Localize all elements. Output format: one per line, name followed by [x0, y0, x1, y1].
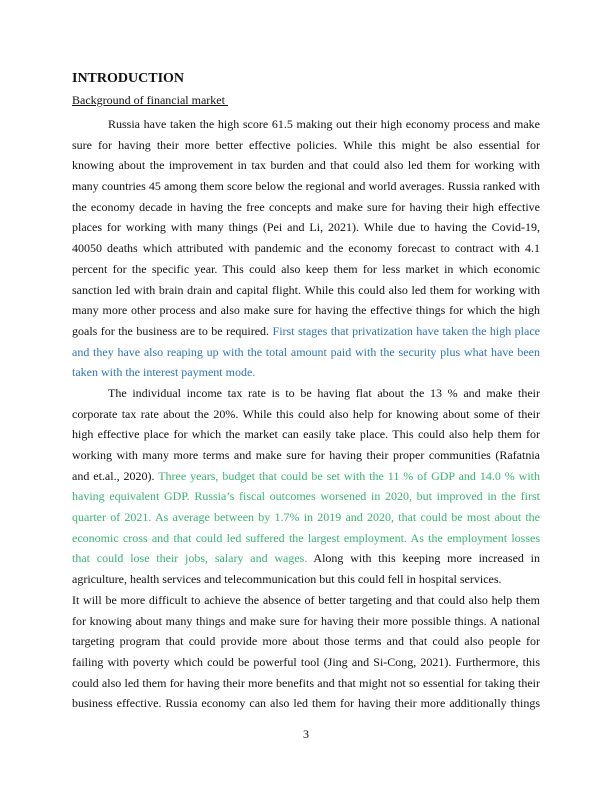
text-line: [72, 383, 540, 404]
text-segment: targeting program that could provide more about those terms and that could also people for: [72, 634, 540, 649]
text-segment: knowing about the improvement in tax burden and that could also led them for working with: [72, 158, 540, 173]
text-line: [72, 300, 540, 321]
text-line: [72, 114, 540, 135]
text-segment: places for working with many things (Pei and Li, 2021). While due to having the Covid-19,: [72, 220, 540, 235]
highlighted-text: having equivalent GDP. Russia’s fiscal outcomes worsened in 2020, but improved in the first: [72, 489, 540, 504]
text-segment: sanction led with brain drain and capital flight. While this could also led them for working with: [72, 282, 540, 297]
text-segment: the economy decade in having the free concepts and make sure for having their high effective: [72, 199, 540, 214]
text-line: [72, 673, 540, 694]
text-line: [72, 507, 540, 528]
text-line: [72, 693, 540, 714]
text-line: [72, 342, 540, 363]
text-segment: many countries 45 among them score below the regional and world averages. Russia ranked with: [72, 179, 540, 194]
text-line: [72, 238, 540, 259]
highlighted-text: Three years, budget that could be set with the 11 % of GDP and 14.0 % with: [158, 468, 540, 483]
text-line: [72, 155, 540, 176]
text-segment: corporate tax rate about the 20%. While this could also help for knowing about some of their: [72, 406, 540, 421]
text-line: [72, 652, 540, 673]
text-segment: agriculture, health services and telecommunication but this could fell in hospital services.: [72, 572, 502, 587]
text-segment: percent for the specific year. This could also keep them for less market in which economic: [72, 261, 540, 276]
text-line: [72, 176, 540, 197]
highlighted-text: taken with the interest payment mode.: [72, 365, 256, 380]
text-segment: working with many more terms and make sure for having their proper communities (Rafatnia: [72, 448, 540, 462]
highlighted-text: and they have also reaping up with the total amount paid with the security plus what have been: [72, 344, 540, 359]
text-segment: could also led them for having their more benefits and that might not so essential for taking their: [72, 675, 540, 690]
text-line: [72, 486, 540, 507]
highlighted-text: that could lose their jobs, salary and wages.: [72, 551, 308, 566]
text-line: [72, 362, 540, 383]
text-line: [72, 569, 540, 590]
text-segment: Russia have taken the high score 61.5 making out their high economy process and make: [108, 117, 540, 131]
section-heading: INTRODUCTION: [72, 71, 185, 86]
highlighted-text: quarter of 2021. As average between by 1.7% in 2019 and 2020, that could be most about the: [72, 510, 540, 525]
text-line: [72, 197, 540, 218]
page-number: 3: [303, 727, 309, 741]
text-line: [72, 631, 540, 652]
text-segment: It will be more difficult to achieve the absence of better targeting and that could also help them: [72, 592, 540, 607]
text-line: [72, 548, 540, 569]
text-line: [72, 404, 540, 425]
highlighted-text: First stages that privatization have taken the high place: [272, 323, 540, 338]
text-line: [72, 424, 540, 445]
text-line: [72, 280, 540, 301]
text-segment: failing with poverty which could be powerful tool (Jing and Si-Cong, 2021). Furthermore, this: [72, 654, 540, 669]
paragraph: [72, 114, 540, 383]
highlighted-text: economic cross and that could led suffered the largest employment. As the employment losses: [72, 530, 540, 545]
text-line: [72, 135, 540, 156]
text-line: [72, 217, 540, 238]
subsection-heading: Background of financial market: [72, 93, 228, 107]
text-segment: sure for having their more better effective policies. While this might be also essential for: [72, 137, 540, 152]
text-line: [72, 611, 540, 632]
text-line: [72, 590, 540, 611]
text-line: [72, 445, 540, 466]
paragraph: [72, 383, 540, 590]
text-segment: many more other process and also make sure for having the effective things for which the high: [72, 303, 540, 318]
text-line: [72, 259, 540, 280]
body-text: [72, 114, 540, 714]
text-segment: high effective place for which the market can easily take place. This could also help them for: [72, 427, 540, 442]
text-segment: The individual income tax rate is to be having flat about the 13 % and make their: [108, 385, 540, 400]
text-segment: Along with this keeping more increased in: [307, 551, 540, 566]
text-line: [72, 466, 540, 487]
text-line: [72, 528, 540, 549]
text-segment: business effective. Russia economy can also led them for having their more additionally things: [72, 696, 540, 711]
text-segment: for knowing about many things and make sure for having their more possible things. A national: [72, 613, 540, 628]
paragraph: [72, 590, 540, 714]
text-segment: 40050 deaths which attributed with pandemic and the economy forecast to contract with 4.1: [72, 241, 540, 256]
text-line: [72, 321, 540, 342]
text-segment: and et.al., 2020).: [72, 468, 159, 483]
text-segment: goals for the business are to be required.: [72, 323, 273, 338]
